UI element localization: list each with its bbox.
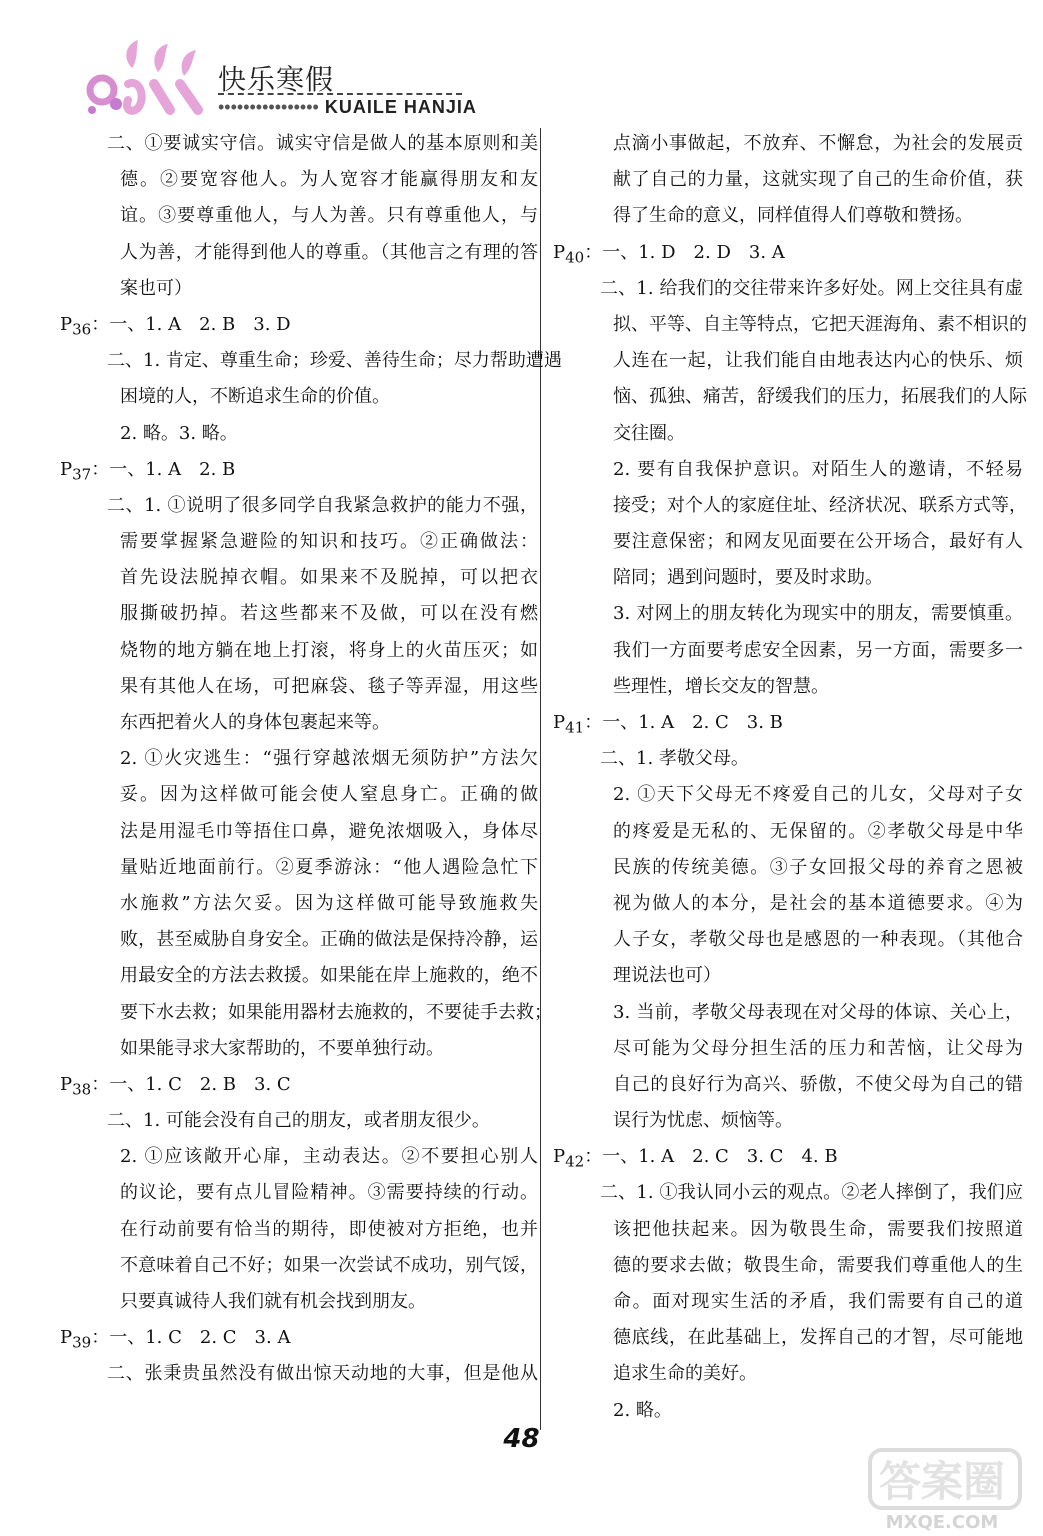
answer-text: ：一、1. C 2. C 3. A — [91, 1327, 291, 1349]
answer-page-line — [60, 307, 538, 343]
answer-line: 首先设法脱掉衣帽。如果来不及脱掉，可以把衣 — [120, 567, 538, 589]
page-ref: P — [60, 313, 73, 335]
column-divider — [540, 128, 541, 1430]
answer-line: 二、张秉贵虽然没有做出惊天动地的大事，但是他从 — [107, 1363, 538, 1385]
answer-line: 败，甚至威胁自身安全。正确的做法是保持冷静，运 — [120, 929, 538, 951]
answer-line: 的疼爱是无私的、无保留的。②孝敬父母是中华 — [613, 820, 1023, 842]
answer-line: 妥。因为这样做可能会使人窒息身亡。正确的做 — [120, 784, 538, 806]
answer-line: 法是用湿毛巾等捂住口鼻，避免浓烟吸入，身体尽 — [120, 820, 538, 842]
answer-line: 用最安全的方法去救援。如果能在岸上施救的，绝不 — [120, 965, 538, 987]
answer-line: 德底线，在此基础上，发挥自己的才智，尽可能地 — [613, 1327, 1023, 1349]
answer-line: 接受；对个人的家庭住址、经济状况、联系方式等， — [613, 494, 1027, 516]
page-ref-number: 41 — [565, 718, 585, 737]
answer-text: ：一、1. A 2. C 3. C 4. B — [584, 1146, 838, 1168]
answer-line: 献了自己的力量，这就实现了自己的生命价值，获 — [613, 169, 1023, 191]
answer-line: 烧物的地方躺在地上打滚，将身上的火苗压灭；如 — [120, 639, 538, 661]
answer-line: 困境的人，不断追求生命的价值。 — [120, 386, 390, 408]
page-ref: P — [553, 712, 566, 733]
answer-line: 人为善，才能得到他人的尊重。（其他言之有理的答 — [120, 241, 538, 263]
answer-line: 些理性，增长交友的智慧。 — [613, 675, 829, 697]
page-ref-number: 36 — [72, 320, 92, 339]
answer-line: 服撕破扔掉。若这些都来不及做，可以在没有燃 — [120, 603, 538, 625]
answer-line: 量贴近地面前行。②夏季游泳：“他人遇险急忙下 — [120, 856, 538, 878]
answer-line: 二、1. 可能会没有自己的朋友，或者朋友很少。 — [107, 1110, 490, 1132]
answer-line: 的议论，要有点儿冒险精神。③需要持续的行动。 — [120, 1182, 538, 1204]
answer-line: 拟、平等、自主等特点，它把天涯海角、素不相识的 — [613, 313, 1027, 335]
left-column — [60, 126, 562, 1393]
answer-line: 二、1. ①说明了很多同学自我紧急救护的能力不强， — [107, 494, 538, 516]
answer-line: 二、1. 孝敬父母。 — [600, 748, 749, 770]
answer-line: 3. 对网上的朋友转化为现实中的朋友，需要慎重。 — [613, 603, 1023, 625]
page-ref: P — [60, 458, 73, 480]
header-dots: •••••••••••••••• — [218, 97, 319, 117]
answer-line: 民族的传统美德。③子女回报父母的养育之恩被 — [613, 856, 1023, 878]
answer-line: 东西把着火人的身体包裹起来等。 — [120, 712, 390, 733]
answer-page-line — [553, 1139, 1023, 1175]
header-subtitle: KUAILE HANJIA — [324, 97, 477, 117]
answer-text: ：一、1. A 2. B — [91, 458, 236, 480]
answer-line: 命。面对现实生活的矛盾，我们需要有自己的道 — [613, 1291, 1023, 1312]
page-ref: P — [60, 1327, 73, 1349]
answer-line: 要下水去救；如果能用器材去施救的，不要徒手去救； — [120, 1001, 552, 1023]
answer-line: 自己的良好行为高兴、骄傲，不使父母为自己的错 — [613, 1073, 1023, 1095]
answer-line: 谊。③要尊重他人，与人为善。只有尊重他人，与 — [120, 205, 538, 227]
answer-line: 2. 略。 — [613, 1399, 672, 1421]
answer-line: 不意味着自己不好；如果一次尝试不成功，别气馁， — [120, 1254, 538, 1276]
answer-line: 恼、孤独、痛苦，舒缓我们的压力，拓展我们的人际 — [613, 386, 1027, 408]
answer-line: 德。②要宽容他人。为人宽容才能赢得朋友和友 — [120, 169, 538, 191]
header-subtitle-row — [218, 97, 477, 118]
answer-line: 二、①要诚实守信。诚实守信是做人的基本原则和美 — [107, 133, 538, 154]
page-ref: P — [60, 1073, 73, 1095]
watermark-url: MXQE.COM — [885, 1512, 999, 1532]
answer-line: 3. 当前，孝敬父母表现在对父母的体谅、关心上， — [613, 1001, 1023, 1023]
answer-page-line — [60, 1320, 538, 1356]
answer-line: 误行为忧虑、烦恼等。 — [613, 1110, 793, 1132]
answer-line: 陪同；遇到问题时，要及时求助。 — [613, 567, 883, 589]
answer-text: ：一、1. A 2. B 3. D — [91, 313, 291, 335]
answer-line: 2. ①应该敞开心扉，主动表达。②不要担心别人 — [120, 1146, 538, 1168]
page-ref: P — [553, 1146, 566, 1168]
answer-line: 2. 要有自我保护意识。对陌生人的邀请，不轻易 — [613, 458, 1023, 480]
watermark-title: 答案圈 — [878, 1457, 1006, 1506]
answer-line: 视为做人的本分，是社会的基本道德要求。④为 — [613, 892, 1023, 914]
answer-text: ：一、1. A 2. C 3. B — [584, 712, 783, 733]
answer-page-line — [60, 1067, 538, 1103]
answer-line: 追求生命的美好。 — [613, 1363, 757, 1385]
answer-line: 我们一方面要考虑安全因素，另一方面，需要多一 — [613, 639, 1023, 661]
answer-line: 2. ①火灾逃生：“强行穿越浓烟无须防护”方法欠 — [120, 748, 538, 770]
answer-line: 尽可能为父母分担生活的压力和苦恼，让父母为 — [613, 1037, 1023, 1059]
page-ref-number: 42 — [565, 1152, 585, 1171]
answer-line: 2. ①天下父母无不疼爱自己的儿女，父母对子女 — [613, 784, 1023, 806]
header-title: 快乐寒假 — [218, 63, 335, 96]
answer-text: ：一、1. D 2. D 3. A — [584, 241, 785, 263]
page-number: 48 — [503, 1424, 540, 1454]
answer-page-line — [553, 705, 1023, 741]
answer-line: 需要掌握紧急避险的知识和技巧。②正确做法： — [120, 531, 538, 553]
page-ref-number: 40 — [565, 248, 585, 267]
answer-page-line — [60, 452, 538, 488]
answer-line: 果有其他人在场，可把麻袋、毯子等弄湿，用这些 — [120, 675, 538, 697]
answer-line: 得了生命的意义，同样值得人们尊敬和赞扬。 — [613, 205, 973, 227]
answer-line: 二、1. 给我们的交往带来许多好处。网上交往具有虚 — [600, 277, 1023, 299]
answer-page-line — [553, 235, 1023, 271]
answer-line: 交往圈。 — [613, 422, 685, 444]
page-ref-number: 38 — [72, 1080, 92, 1099]
watermark-logo — [830, 1446, 1030, 1532]
answer-line: 人连在一起，让我们能自由地表达内心的快乐、烦 — [613, 350, 1023, 372]
header-logo — [80, 38, 220, 118]
answer-line: 人子女，孝敬父母也是感恩的一种表现。（其他合 — [613, 929, 1023, 951]
answer-text: ：一、1. C 2. B 3. C — [91, 1073, 291, 1095]
answer-line: 2. 略。3. 略。 — [120, 422, 238, 444]
page-ref-number: 37 — [72, 465, 92, 484]
answer-line: 只要真诚待人我们就有机会找到朋友。 — [120, 1291, 426, 1312]
page-ref: P — [553, 241, 566, 263]
header-divider — [218, 93, 462, 95]
answer-line: 要注意保密；和网友见面要在公开场合，最好有人 — [613, 531, 1023, 553]
answer-line: 理说法也可） — [613, 965, 721, 987]
right-column — [553, 126, 1027, 1429]
answer-line: 二、1. 肯定、尊重生命；珍爱、善待生命；尽力帮助遭遇 — [107, 350, 562, 372]
answer-line: 该把他扶起来。因为敬畏生命，需要我们按照道 — [613, 1218, 1023, 1240]
answer-line: 案也可） — [120, 277, 192, 299]
answer-line: 如果能寻求大家帮助的，不要单独行动。 — [120, 1037, 444, 1059]
answer-line: 点滴小事做起，不放弃、不懈怠，为社会的发展贡 — [613, 133, 1023, 154]
answer-line: 在行动前要有恰当的期待，即使被对方拒绝，也并 — [120, 1218, 538, 1240]
answer-line: 二、1. ①我认同小云的观点。②老人摔倒了，我们应 — [600, 1182, 1023, 1204]
page-ref-number: 39 — [72, 1333, 92, 1352]
answer-line: 德的要求去做；敬畏生命，需要我们尊重他人的生 — [613, 1254, 1023, 1276]
answer-line: 水施救”方法欠妥。因为这样做可能导致施救失 — [120, 892, 538, 914]
